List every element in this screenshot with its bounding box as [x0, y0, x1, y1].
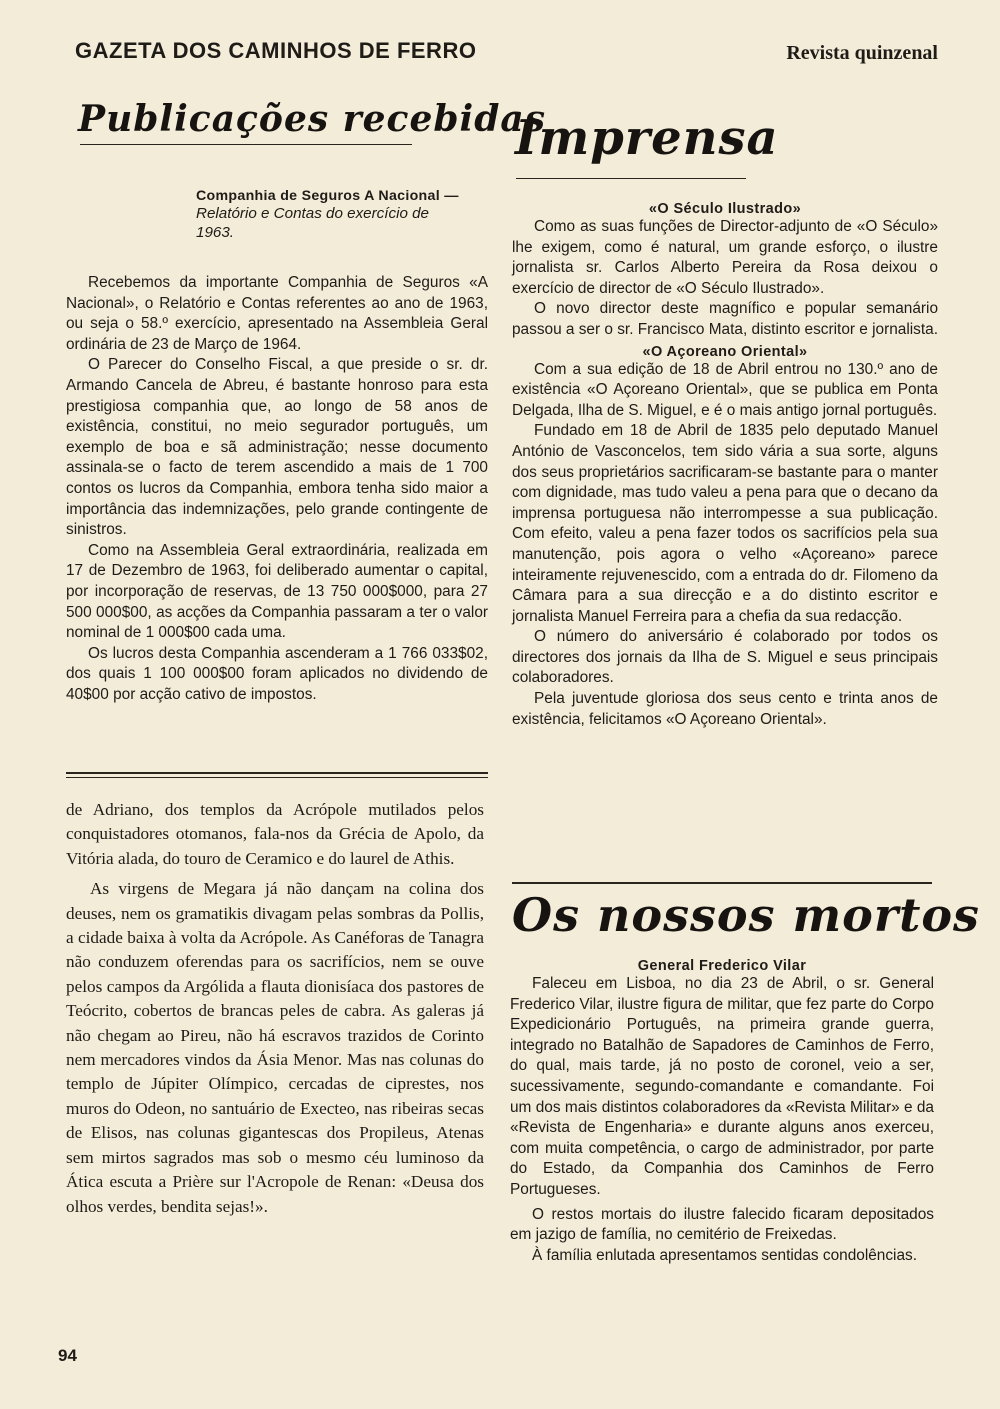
company-name: Companhia de Seguros A Nacional — — [196, 188, 459, 204]
obituary-subheading: General Frederico Vilar — [637, 958, 807, 974]
paragraph: Recebemos da importante Companhia de Seguros «A Nacional», o Relatório e Contas referentes ao ano de 1963, ou seja o 58.º exercício, apresentado na Assembleia Geral ordinária de 23 de Março de 1964. — [66, 274, 488, 353]
continuation-body — [66, 798, 484, 1219]
paragraph: As virgens de Megara já não dançam na colina dos deuses, nem os gramatikis divagam pelas sombras da Pollis, a cidade baixa à volta da Acrópole. As Canéforas de Tanagra não conduzem oferendas para os sacrifícios, nem se ouve pelos campos da Argólida a flauta dionisíaca dos pastores de Teócrito, cobertos de brancas peles de cabra. As galeras já não chegam ao Pireu, não há escravos trazidos de Corinto nem mercadores vindos da Ásia Menor. Mas nas colunas do templo de Júpiter Olímpico, cercadas de ciprestes, nos muros do Odeon, no santuário de Execteo, nas ribeiras secas de Elisos, nas colunas gigantescas dos Propileus, Atenas sem mirtos sagrados mas sob o mesmo céu luminoso da Ática escuta a Prière sur l'Acropole de Renan: «Deusa dos olhos verdes, bendita sejas!». — [66, 879, 484, 1216]
paragraph: Como na Assembleia Geral extraordinária, realizada em 17 de Dezembro de 1963, foi deliberado aumentar o capital, por incorporação de reservas, de 13 750 000$000, para 27 500 000$00, as acções da Companhia passaram a ter o valor nominal de 1 000$00 cada uma. — [66, 541, 488, 642]
paragraph: Pela juventude gloriosa dos seus cento e trinta anos de existência, felicitamos «O Açoreano Oriental». — [512, 690, 938, 728]
imprensa-section-title: Imprensa — [515, 110, 779, 166]
journal-title: GAZETA DOS CAMINHOS DE FERRO — [75, 38, 477, 63]
paragraph: de Adriano, dos templos da Acrópole mutilados pelos conquistadores otomanos, fala-nos da Grécia de Apolo, da Vitória alada, do touro de Ceramico e do laurel de Athis. — [66, 800, 484, 868]
imprensa-body — [512, 201, 938, 730]
company-heading-block — [196, 188, 491, 242]
paragraph: O Parecer do Conselho Fiscal, a que preside o sr. dr. Armando Cancela de Abreu, é bastante honroso para esta prestigiosa companhia que, ao longo de 58 anos de existência, constitui, no meio segurador português, um exemplo de boa e sã administração; nesse documento assinala-se o facto de terem ascendido a mais de 1 700 contos os lucros da Companhia, embora tenha sido maior a importância das indemnizações, pelo grande contingente de sinistros. — [66, 356, 488, 539]
paragraph: À família enlutada apresentamos sentidas condolências. — [532, 1246, 917, 1264]
journal-subtitle: Revista quinzenal — [786, 42, 938, 64]
company-report-year: 1963. — [196, 224, 235, 241]
section-divider — [512, 882, 932, 884]
paragraph: O número do aniversário é colaborado por todos os directores dos jornais da Ilha de S. Miguel e seus principais colaboradores. — [512, 628, 938, 687]
section-divider — [66, 777, 488, 778]
mortos-body — [510, 958, 934, 1266]
publicacoes-body — [66, 273, 488, 705]
paragraph: Os lucros desta Companhia ascenderam a 1 766 033$02, dos quais 1 100 000$00 foram aplicados no dividendo de 40$00 por acção cativo de impostos. — [66, 644, 488, 703]
paragraph: O novo director deste magnífico e popular semanário passou a ser o sr. Francisco Mata, distinto escritor e jornalista. — [512, 300, 938, 338]
title-underline — [516, 178, 746, 179]
paragraph: Como as suas funções de Director-adjunto de «O Século» lhe exigem, como é natural, um grande esforço, o ilustre jornalista sr. Carlos Alberto Pereira da Rosa deixou o exercício de director de «O Século Ilustrado». — [512, 218, 938, 297]
publicacoes-section-title: Publicações recebidas — [78, 98, 546, 140]
seculo-subheading: «O Século Ilustrado» — [648, 201, 802, 217]
company-report-title: Relatório e Contas do exercício de — [196, 205, 430, 222]
acoreano-subheading: «O Açoreano Oriental» — [642, 343, 808, 360]
paragraph: Com a sua edição de 18 de Abril entrou no 130.º ano de existência «O Açoreano Oriental», que se publica em Ponta Delgada, Ilha de S. Miguel, e é o mais antigo jornal português. — [512, 360, 938, 419]
paragraph: Faleceu em Lisboa, no dia 23 de Abril, o sr. General Frederico Vilar, ilustre figura de militar, que fez parte do Corpo Expedicionário Português, na primeira grande guerra, integrado no Batalhão de Sapadores de Caminhos de Ferro, do qual, mais tarde, já no posto de coronel, veio a ser, sucessivamente, segundo-comandante e comandante. Foi um dos mais distintos colaboradores da «Revista Militar» e da «Revista de Engenharia» e durante alguns anos exerceu, com muita competência, o cargo de administrador, por parte do Estado, da Companhia dos Caminhos de Ferro Portugueses. — [510, 975, 934, 1198]
mortos-section-title: Os nossos mortos — [512, 888, 980, 942]
paragraph: O restos mortais do ilustre falecido ficaram depositados em jazigo de família, no cemitério de Freixedas. — [510, 1205, 934, 1244]
page-number: 94 — [58, 1346, 77, 1365]
title-underline — [80, 144, 412, 145]
paragraph: Fundado em 18 de Abril de 1835 pelo deputado Manuel António de Vasconcelos, tem sido vária a sua sorte, alguns dos seus proprietários sacrificaram-se bastante para o manter com dignidade, mas tudo valeu a pena para que o decano da imprensa portuguesa não interrompesse a sua publicação. Com efeito, valeu a pena fazer todos os sacrifícios pela sua manutenção, pois agora o velho «Açoreano» parece inteiramente rejuvenescido, com a entrada do dr. Filomeno da Câmara para a sua direcção e a do distinto escritor e jornalista Manuel Ferreira para a chefia da sua redacção. — [512, 422, 938, 625]
section-divider — [66, 772, 488, 774]
